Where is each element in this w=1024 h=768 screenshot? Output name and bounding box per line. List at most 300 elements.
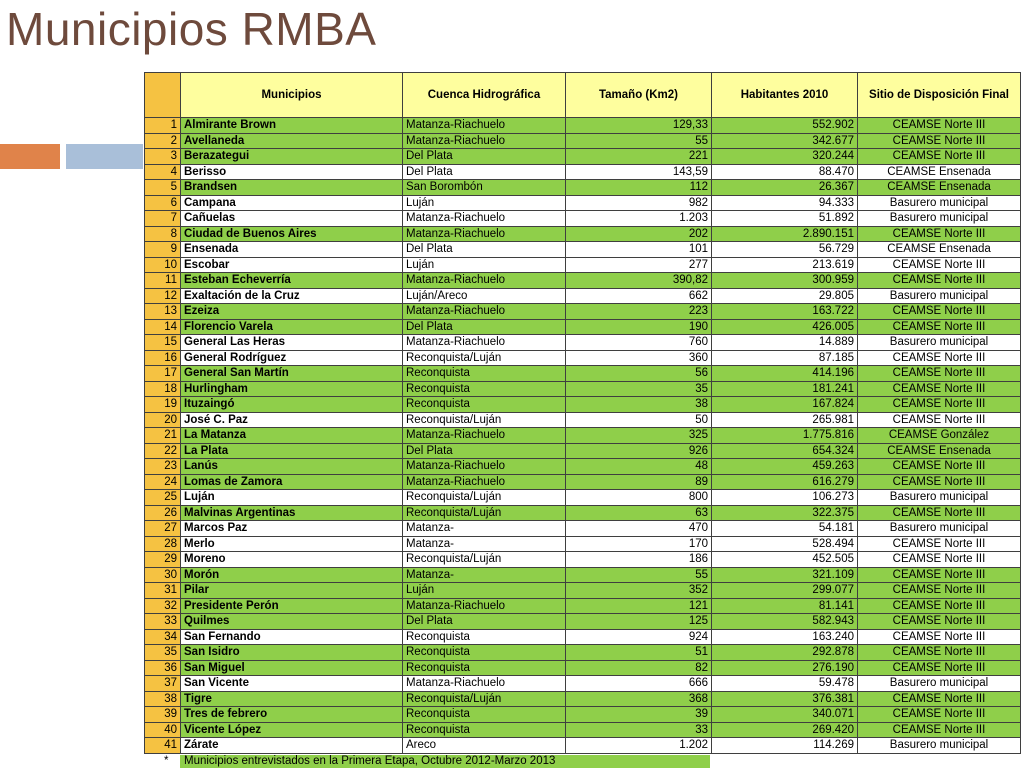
cell-municipio: San Vicente bbox=[181, 676, 403, 692]
cell-sitio: CEAMSE Norte III bbox=[858, 273, 1021, 289]
table-row bbox=[145, 366, 1021, 382]
table-row bbox=[145, 335, 1021, 351]
cell-municipio: La Plata bbox=[181, 443, 403, 459]
cell-cuenca: Matanza-Riachuelo bbox=[403, 226, 566, 242]
cell-cuenca: Del Plata bbox=[403, 149, 566, 165]
row-index: 23 bbox=[145, 459, 181, 475]
row-index: 40 bbox=[145, 722, 181, 738]
cell-tamano: 662 bbox=[566, 288, 712, 304]
table-row bbox=[145, 660, 1021, 676]
cell-cuenca: Reconquista bbox=[403, 707, 566, 723]
cell-municipio: Ituzaingó bbox=[181, 397, 403, 413]
cell-cuenca: Del Plata bbox=[403, 614, 566, 630]
cell-cuenca: Matanza-Riachuelo bbox=[403, 598, 566, 614]
cell-sitio: CEAMSE Norte III bbox=[858, 722, 1021, 738]
table-row bbox=[145, 412, 1021, 428]
cell-cuenca: Luján bbox=[403, 257, 566, 273]
table-row bbox=[145, 242, 1021, 258]
cell-cuenca: Reconquista/Luján bbox=[403, 552, 566, 568]
table-row bbox=[145, 490, 1021, 506]
cell-sitio: Basurero municipal bbox=[858, 490, 1021, 506]
cell-sitio: CEAMSE Norte III bbox=[858, 474, 1021, 490]
cell-cuenca: Del Plata bbox=[403, 164, 566, 180]
row-index: 5 bbox=[145, 180, 181, 196]
cell-municipio: Almirante Brown bbox=[181, 118, 403, 134]
footnote-text: Municipios entrevistados en la Primera Etapa, Octubre 2012-Marzo 2013 bbox=[180, 755, 710, 768]
table-row bbox=[145, 397, 1021, 413]
cell-tamano: 368 bbox=[566, 691, 712, 707]
cell-cuenca: Matanza- bbox=[403, 521, 566, 537]
header-cuenca: Cuenca Hidrográfica bbox=[403, 73, 566, 118]
cell-cuenca: Del Plata bbox=[403, 319, 566, 335]
cell-tamano: 55 bbox=[566, 133, 712, 149]
cell-municipio: La Matanza bbox=[181, 428, 403, 444]
cell-tamano: 101 bbox=[566, 242, 712, 258]
cell-municipio: Morón bbox=[181, 567, 403, 583]
cell-tamano: 190 bbox=[566, 319, 712, 335]
cell-habitantes: 51.892 bbox=[712, 211, 858, 227]
header-habitantes: Habitantes 2010 bbox=[712, 73, 858, 118]
table-row bbox=[145, 164, 1021, 180]
header-municipios: Municipios bbox=[181, 73, 403, 118]
row-index: 1 bbox=[145, 118, 181, 134]
cell-sitio: CEAMSE Norte III bbox=[858, 567, 1021, 583]
cell-municipio: Presidente Perón bbox=[181, 598, 403, 614]
cell-municipio: Berazategui bbox=[181, 149, 403, 165]
cell-municipio: Merlo bbox=[181, 536, 403, 552]
cell-municipio: Esteban Echeverría bbox=[181, 273, 403, 289]
cell-municipio: José C. Paz bbox=[181, 412, 403, 428]
table-row bbox=[145, 288, 1021, 304]
cell-cuenca: Reconquista/Luján bbox=[403, 691, 566, 707]
cell-municipio: Escobar bbox=[181, 257, 403, 273]
cell-municipio: Marcos Paz bbox=[181, 521, 403, 537]
cell-tamano: 112 bbox=[566, 180, 712, 196]
cell-cuenca: Matanza-Riachuelo bbox=[403, 304, 566, 320]
table-row bbox=[145, 226, 1021, 242]
table-row bbox=[145, 195, 1021, 211]
cell-municipio: Brandsen bbox=[181, 180, 403, 196]
cell-cuenca: Reconquista/Luján bbox=[403, 490, 566, 506]
cell-municipio: Avellaneda bbox=[181, 133, 403, 149]
cell-habitantes: 2.890.151 bbox=[712, 226, 858, 242]
cell-habitantes: 322.375 bbox=[712, 505, 858, 521]
cell-municipio: Hurlingham bbox=[181, 381, 403, 397]
cell-sitio: CEAMSE Norte III bbox=[858, 133, 1021, 149]
row-index: 6 bbox=[145, 195, 181, 211]
header-tamano: Tamaño (Km2) bbox=[566, 73, 712, 118]
cell-tamano: 125 bbox=[566, 614, 712, 630]
cell-cuenca: Del Plata bbox=[403, 242, 566, 258]
cell-municipio: General San Martín bbox=[181, 366, 403, 382]
page-title: Municipios RMBA bbox=[6, 3, 377, 55]
cell-cuenca: Reconquista bbox=[403, 381, 566, 397]
cell-sitio: CEAMSE Norte III bbox=[858, 598, 1021, 614]
cell-cuenca: Reconquista bbox=[403, 397, 566, 413]
cell-habitantes: 452.505 bbox=[712, 552, 858, 568]
cell-sitio: CEAMSE Ensenada bbox=[858, 242, 1021, 258]
table-row bbox=[145, 350, 1021, 366]
cell-sitio: CEAMSE Norte III bbox=[858, 505, 1021, 521]
cell-municipio: Tres de febrero bbox=[181, 707, 403, 723]
table-row bbox=[145, 567, 1021, 583]
municipios-table bbox=[144, 72, 1021, 754]
cell-cuenca: Matanza-Riachuelo bbox=[403, 676, 566, 692]
cell-habitantes: 299.077 bbox=[712, 583, 858, 599]
table-row bbox=[145, 583, 1021, 599]
cell-sitio: CEAMSE Norte III bbox=[858, 226, 1021, 242]
cell-sitio: CEAMSE Ensenada bbox=[858, 443, 1021, 459]
footnote-marker: * bbox=[164, 755, 169, 767]
cell-municipio: Zárate bbox=[181, 738, 403, 754]
row-index: 31 bbox=[145, 583, 181, 599]
table-row bbox=[145, 691, 1021, 707]
table-row bbox=[145, 614, 1021, 630]
row-index: 11 bbox=[145, 273, 181, 289]
cell-habitantes: 321.109 bbox=[712, 567, 858, 583]
table-row bbox=[145, 118, 1021, 134]
cell-tamano: 38 bbox=[566, 397, 712, 413]
cell-sitio: Basurero municipal bbox=[858, 738, 1021, 754]
cell-cuenca: Matanza-Riachuelo bbox=[403, 133, 566, 149]
row-index: 21 bbox=[145, 428, 181, 444]
cell-tamano: 50 bbox=[566, 412, 712, 428]
cell-tamano: 1.203 bbox=[566, 211, 712, 227]
cell-habitantes: 414.196 bbox=[712, 366, 858, 382]
row-index: 25 bbox=[145, 490, 181, 506]
cell-sitio: CEAMSE Norte III bbox=[858, 645, 1021, 661]
row-index: 4 bbox=[145, 164, 181, 180]
table-row bbox=[145, 443, 1021, 459]
cell-sitio: Basurero municipal bbox=[858, 521, 1021, 537]
cell-habitantes: 114.269 bbox=[712, 738, 858, 754]
cell-tamano: 63 bbox=[566, 505, 712, 521]
cell-municipio: Tigre bbox=[181, 691, 403, 707]
cell-sitio: Basurero municipal bbox=[858, 211, 1021, 227]
cell-sitio: CEAMSE Norte III bbox=[858, 257, 1021, 273]
cell-habitantes: 300.959 bbox=[712, 273, 858, 289]
cell-tamano: 186 bbox=[566, 552, 712, 568]
cell-municipio: Cañuelas bbox=[181, 211, 403, 227]
table-row bbox=[145, 319, 1021, 335]
cell-municipio: Malvinas Argentinas bbox=[181, 505, 403, 521]
cell-habitantes: 342.677 bbox=[712, 133, 858, 149]
row-index: 7 bbox=[145, 211, 181, 227]
cell-sitio: CEAMSE Norte III bbox=[858, 350, 1021, 366]
cell-sitio: CEAMSE Norte III bbox=[858, 552, 1021, 568]
cell-sitio: CEAMSE Norte III bbox=[858, 149, 1021, 165]
cell-tamano: 48 bbox=[566, 459, 712, 475]
cell-cuenca: Matanza-Riachuelo bbox=[403, 459, 566, 475]
cell-tamano: 39 bbox=[566, 707, 712, 723]
cell-habitantes: 426.005 bbox=[712, 319, 858, 335]
row-index: 39 bbox=[145, 707, 181, 723]
row-index: 35 bbox=[145, 645, 181, 661]
cell-habitantes: 106.273 bbox=[712, 490, 858, 506]
row-index: 36 bbox=[145, 660, 181, 676]
cell-tamano: 982 bbox=[566, 195, 712, 211]
cell-habitantes: 276.190 bbox=[712, 660, 858, 676]
cell-habitantes: 81.141 bbox=[712, 598, 858, 614]
cell-cuenca: Luján bbox=[403, 583, 566, 599]
cell-sitio: CEAMSE Norte III bbox=[858, 614, 1021, 630]
cell-habitantes: 320.244 bbox=[712, 149, 858, 165]
row-index: 27 bbox=[145, 521, 181, 537]
cell-sitio: CEAMSE Ensenada bbox=[858, 180, 1021, 196]
cell-cuenca: Reconquista/Luján bbox=[403, 412, 566, 428]
cell-cuenca: San Borombón bbox=[403, 180, 566, 196]
row-index: 3 bbox=[145, 149, 181, 165]
row-index: 34 bbox=[145, 629, 181, 645]
table-row bbox=[145, 552, 1021, 568]
cell-sitio: CEAMSE González bbox=[858, 428, 1021, 444]
cell-tamano: 1.202 bbox=[566, 738, 712, 754]
cell-habitantes: 1.775.816 bbox=[712, 428, 858, 444]
cell-habitantes: 87.185 bbox=[712, 350, 858, 366]
row-index: 24 bbox=[145, 474, 181, 490]
cell-sitio: CEAMSE Norte III bbox=[858, 583, 1021, 599]
table-row bbox=[145, 149, 1021, 165]
cell-habitantes: 54.181 bbox=[712, 521, 858, 537]
cell-sitio: CEAMSE Norte III bbox=[858, 459, 1021, 475]
cell-tamano: 82 bbox=[566, 660, 712, 676]
cell-habitantes: 14.889 bbox=[712, 335, 858, 351]
cell-tamano: 56 bbox=[566, 366, 712, 382]
table-row bbox=[145, 676, 1021, 692]
cell-cuenca: Matanza- bbox=[403, 567, 566, 583]
table-row bbox=[145, 459, 1021, 475]
table-header-row bbox=[145, 73, 1021, 118]
row-index: 20 bbox=[145, 412, 181, 428]
cell-cuenca: Matanza-Riachuelo bbox=[403, 474, 566, 490]
cell-municipio: General Rodríguez bbox=[181, 350, 403, 366]
row-index: 37 bbox=[145, 676, 181, 692]
row-index: 33 bbox=[145, 614, 181, 630]
row-index: 32 bbox=[145, 598, 181, 614]
cell-tamano: 926 bbox=[566, 443, 712, 459]
row-index: 9 bbox=[145, 242, 181, 258]
cell-tamano: 325 bbox=[566, 428, 712, 444]
table-row bbox=[145, 645, 1021, 661]
cell-habitantes: 59.478 bbox=[712, 676, 858, 692]
cell-cuenca: Matanza-Riachuelo bbox=[403, 428, 566, 444]
cell-tamano: 924 bbox=[566, 629, 712, 645]
row-index: 26 bbox=[145, 505, 181, 521]
row-index: 30 bbox=[145, 567, 181, 583]
table-row bbox=[145, 474, 1021, 490]
cell-sitio: CEAMSE Norte III bbox=[858, 691, 1021, 707]
cell-cuenca: Matanza-Riachuelo bbox=[403, 273, 566, 289]
cell-habitantes: 163.240 bbox=[712, 629, 858, 645]
cell-sitio: CEAMSE Norte III bbox=[858, 304, 1021, 320]
table-row bbox=[145, 722, 1021, 738]
cell-municipio: San Fernando bbox=[181, 629, 403, 645]
row-index: 17 bbox=[145, 366, 181, 382]
cell-habitantes: 213.619 bbox=[712, 257, 858, 273]
table-row bbox=[145, 180, 1021, 196]
footnote bbox=[164, 755, 710, 768]
cell-tamano: 55 bbox=[566, 567, 712, 583]
cell-cuenca: Luján bbox=[403, 195, 566, 211]
cell-habitantes: 88.470 bbox=[712, 164, 858, 180]
table-row bbox=[145, 707, 1021, 723]
cell-tamano: 51 bbox=[566, 645, 712, 661]
cell-cuenca: Del Plata bbox=[403, 443, 566, 459]
row-index: 13 bbox=[145, 304, 181, 320]
cell-sitio: CEAMSE Norte III bbox=[858, 118, 1021, 134]
cell-tamano: 760 bbox=[566, 335, 712, 351]
cell-tamano: 170 bbox=[566, 536, 712, 552]
cell-habitantes: 56.729 bbox=[712, 242, 858, 258]
row-index: 14 bbox=[145, 319, 181, 335]
cell-sitio: CEAMSE Norte III bbox=[858, 397, 1021, 413]
table-row bbox=[145, 738, 1021, 754]
row-index: 15 bbox=[145, 335, 181, 351]
cell-habitantes: 167.824 bbox=[712, 397, 858, 413]
cell-municipio: Lomas de Zamora bbox=[181, 474, 403, 490]
cell-cuenca: Luján/Areco bbox=[403, 288, 566, 304]
cell-cuenca: Reconquista bbox=[403, 722, 566, 738]
cell-cuenca: Matanza-Riachuelo bbox=[403, 211, 566, 227]
cell-municipio: Ensenada bbox=[181, 242, 403, 258]
cell-habitantes: 340.071 bbox=[712, 707, 858, 723]
cell-habitantes: 552.902 bbox=[712, 118, 858, 134]
cell-sitio: Basurero municipal bbox=[858, 288, 1021, 304]
table-body bbox=[145, 118, 1021, 754]
cell-sitio: CEAMSE Norte III bbox=[858, 319, 1021, 335]
table-row bbox=[145, 629, 1021, 645]
cell-tamano: 800 bbox=[566, 490, 712, 506]
header-index bbox=[145, 73, 181, 118]
cell-cuenca: Areco bbox=[403, 738, 566, 754]
cell-sitio: Basurero municipal bbox=[858, 335, 1021, 351]
table-row bbox=[145, 211, 1021, 227]
row-index: 22 bbox=[145, 443, 181, 459]
decorative-blue-bar bbox=[66, 144, 143, 169]
table-row bbox=[145, 257, 1021, 273]
table-row bbox=[145, 521, 1021, 537]
row-index: 19 bbox=[145, 397, 181, 413]
cell-habitantes: 265.981 bbox=[712, 412, 858, 428]
header-sitio: Sitio de Disposición Final bbox=[858, 73, 1021, 118]
cell-tamano: 470 bbox=[566, 521, 712, 537]
cell-cuenca: Reconquista bbox=[403, 660, 566, 676]
cell-tamano: 121 bbox=[566, 598, 712, 614]
cell-municipio: Exaltación de la Cruz bbox=[181, 288, 403, 304]
cell-cuenca: Reconquista bbox=[403, 366, 566, 382]
cell-tamano: 352 bbox=[566, 583, 712, 599]
cell-tamano: 390,82 bbox=[566, 273, 712, 289]
cell-tamano: 33 bbox=[566, 722, 712, 738]
cell-sitio: Basurero municipal bbox=[858, 195, 1021, 211]
cell-tamano: 202 bbox=[566, 226, 712, 242]
cell-municipio: San Miguel bbox=[181, 660, 403, 676]
table-row bbox=[145, 505, 1021, 521]
cell-municipio: Berisso bbox=[181, 164, 403, 180]
cell-sitio: CEAMSE Norte III bbox=[858, 629, 1021, 645]
cell-municipio: Pilar bbox=[181, 583, 403, 599]
cell-habitantes: 94.333 bbox=[712, 195, 858, 211]
cell-municipio: Ciudad de Buenos Aires bbox=[181, 226, 403, 242]
cell-municipio: San Isidro bbox=[181, 645, 403, 661]
cell-habitantes: 269.420 bbox=[712, 722, 858, 738]
cell-habitantes: 163.722 bbox=[712, 304, 858, 320]
cell-sitio: CEAMSE Norte III bbox=[858, 412, 1021, 428]
table-row bbox=[145, 536, 1021, 552]
row-index: 16 bbox=[145, 350, 181, 366]
row-index: 38 bbox=[145, 691, 181, 707]
cell-cuenca: Matanza- bbox=[403, 536, 566, 552]
cell-tamano: 360 bbox=[566, 350, 712, 366]
cell-habitantes: 528.494 bbox=[712, 536, 858, 552]
cell-sitio: CEAMSE Ensenada bbox=[858, 164, 1021, 180]
cell-sitio: CEAMSE Norte III bbox=[858, 660, 1021, 676]
cell-tamano: 223 bbox=[566, 304, 712, 320]
cell-municipio: Quilmes bbox=[181, 614, 403, 630]
decorative-orange-bar bbox=[0, 144, 60, 169]
cell-sitio: CEAMSE Norte III bbox=[858, 536, 1021, 552]
table-row bbox=[145, 598, 1021, 614]
cell-cuenca: Reconquista bbox=[403, 629, 566, 645]
row-index: 12 bbox=[145, 288, 181, 304]
cell-habitantes: 616.279 bbox=[712, 474, 858, 490]
table-row bbox=[145, 273, 1021, 289]
cell-tamano: 221 bbox=[566, 149, 712, 165]
cell-sitio: CEAMSE Norte III bbox=[858, 366, 1021, 382]
table-row bbox=[145, 304, 1021, 320]
cell-cuenca: Matanza-Riachuelo bbox=[403, 335, 566, 351]
cell-tamano: 143,59 bbox=[566, 164, 712, 180]
cell-municipio: Ezeiza bbox=[181, 304, 403, 320]
row-index: 8 bbox=[145, 226, 181, 242]
cell-habitantes: 459.263 bbox=[712, 459, 858, 475]
cell-cuenca: Reconquista/Luján bbox=[403, 505, 566, 521]
cell-tamano: 35 bbox=[566, 381, 712, 397]
cell-habitantes: 376.381 bbox=[712, 691, 858, 707]
cell-municipio: Lanús bbox=[181, 459, 403, 475]
row-index: 28 bbox=[145, 536, 181, 552]
cell-habitantes: 29.805 bbox=[712, 288, 858, 304]
cell-tamano: 89 bbox=[566, 474, 712, 490]
table-row bbox=[145, 428, 1021, 444]
cell-tamano: 277 bbox=[566, 257, 712, 273]
row-index: 18 bbox=[145, 381, 181, 397]
cell-municipio: Luján bbox=[181, 490, 403, 506]
cell-cuenca: Reconquista/Luján bbox=[403, 350, 566, 366]
cell-municipio: Moreno bbox=[181, 552, 403, 568]
cell-municipio: General Las Heras bbox=[181, 335, 403, 351]
row-index: 41 bbox=[145, 738, 181, 754]
cell-tamano: 129,33 bbox=[566, 118, 712, 134]
row-index: 29 bbox=[145, 552, 181, 568]
cell-municipio: Campana bbox=[181, 195, 403, 211]
cell-habitantes: 292.878 bbox=[712, 645, 858, 661]
cell-habitantes: 654.324 bbox=[712, 443, 858, 459]
table-row bbox=[145, 133, 1021, 149]
cell-sitio: CEAMSE Norte III bbox=[858, 707, 1021, 723]
row-index: 2 bbox=[145, 133, 181, 149]
table-row bbox=[145, 381, 1021, 397]
cell-municipio: Vicente López bbox=[181, 722, 403, 738]
cell-cuenca: Reconquista bbox=[403, 645, 566, 661]
cell-habitantes: 26.367 bbox=[712, 180, 858, 196]
cell-habitantes: 582.943 bbox=[712, 614, 858, 630]
row-index: 10 bbox=[145, 257, 181, 273]
cell-municipio: Florencio Varela bbox=[181, 319, 403, 335]
cell-habitantes: 181.241 bbox=[712, 381, 858, 397]
cell-sitio: CEAMSE Norte III bbox=[858, 381, 1021, 397]
cell-cuenca: Matanza-Riachuelo bbox=[403, 118, 566, 134]
